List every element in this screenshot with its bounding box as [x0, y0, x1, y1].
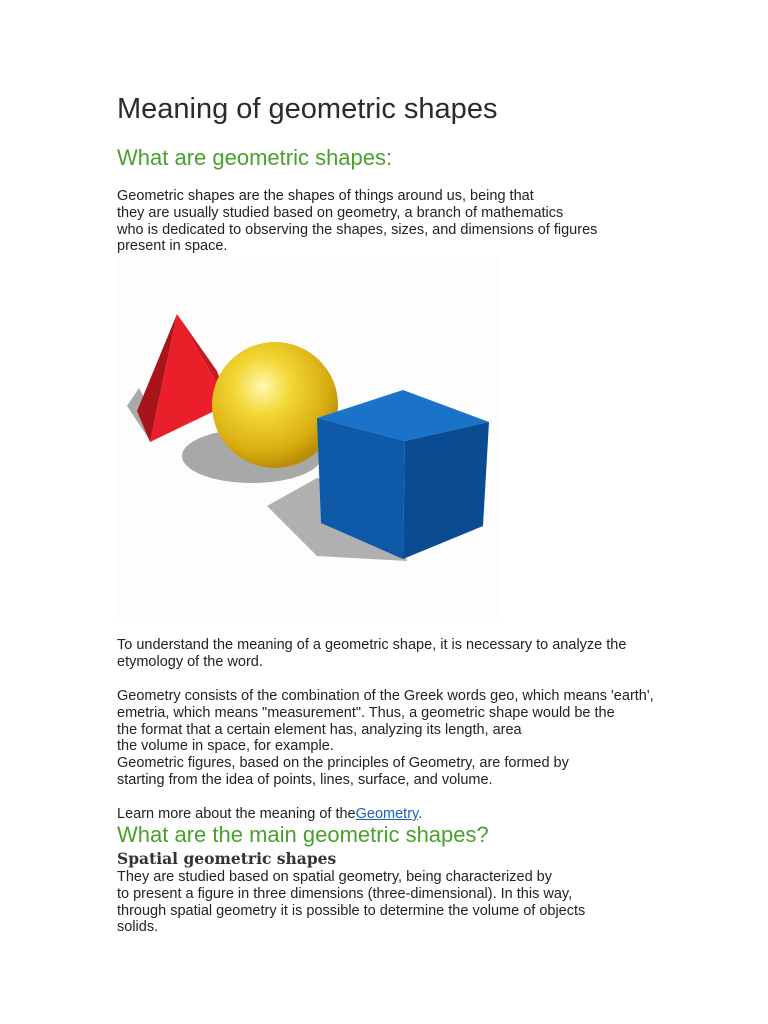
section-heading-main-shapes: What are the main geometric shapes?	[117, 822, 489, 847]
spatial-paragraph	[117, 869, 585, 936]
text-line: to present a figure in three dimensions (three-dimensional). In this way,	[117, 885, 573, 902]
text-line: Geometric shapes are the shapes of things around us, being that	[117, 188, 534, 204]
learn-more-suffix: .	[418, 806, 423, 822]
text-line: To understand the meaning of a geometric shape, it is necessary to analyze the	[117, 637, 627, 653]
section-heading-what-are: What are geometric shapes:	[117, 145, 393, 170]
text-line: they are usually studied based on geometry, a branch of mathematics	[117, 204, 564, 221]
geometry-link[interactable]: Geometry	[355, 806, 419, 822]
text-line: present in space.	[117, 238, 228, 255]
geometric-shapes-illustration	[117, 256, 499, 622]
text-line: etymology of the word.	[117, 653, 263, 670]
text-line: starting from the idea of points, lines, surface, and volume.	[117, 771, 493, 788]
text-line: solids.	[117, 919, 159, 936]
text-line: the volume in space, for example.	[117, 738, 334, 755]
text-line: Geometry consists of the combination of the Greek words geo, which means 'earth',	[117, 688, 654, 704]
geometry-definition-paragraph	[117, 688, 654, 789]
page-title: Meaning of geometric shapes	[117, 93, 498, 125]
learn-more-prefix: Learn more about the meaning of the	[117, 806, 356, 822]
text-line: emetria, which means "measurement". Thus, a geometric shape would be the	[117, 704, 615, 721]
shapes-svg	[117, 256, 499, 622]
text-line: who is dedicated to observing the shapes, sizes, and dimensions of figures	[117, 221, 598, 238]
text-line: They are studied based on spatial geometry, being characterized by	[117, 869, 552, 885]
text-line: Geometric figures, based on the principles of Geometry, are formed by	[117, 755, 569, 772]
text-line: the format that a certain element has, analyzing its length, area	[117, 721, 522, 738]
subheading-spatial-shapes: Spatial geometric shapes	[117, 849, 337, 868]
learn-more-line	[117, 806, 422, 823]
intro-paragraph	[117, 188, 597, 255]
etymology-paragraph	[117, 637, 626, 671]
text-line: through spatial geometry it is possible to determine the volume of objects	[117, 902, 586, 919]
